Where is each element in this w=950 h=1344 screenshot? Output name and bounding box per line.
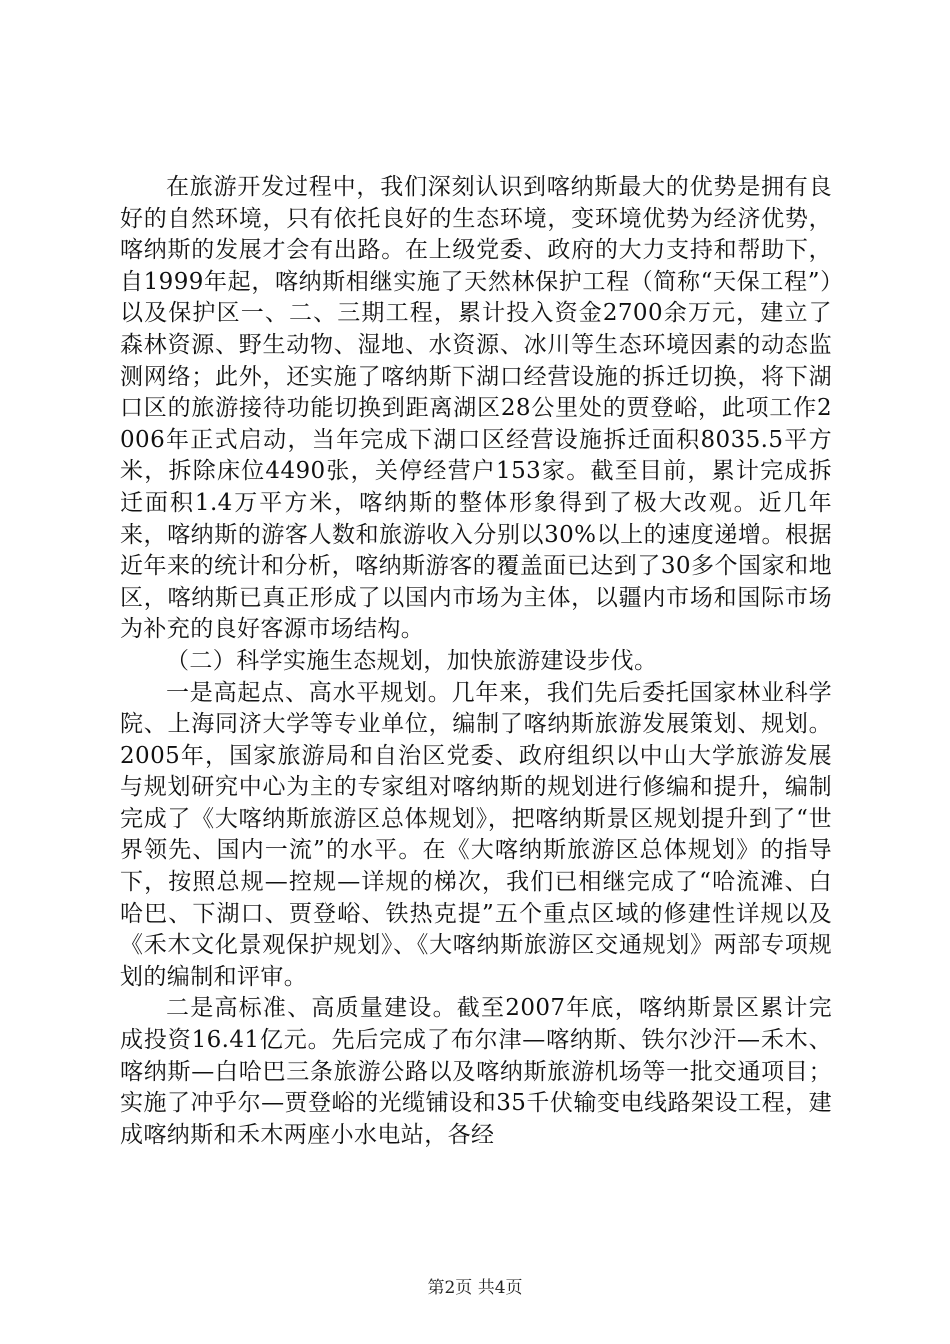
page-footer bbox=[0, 1273, 950, 1298]
page-number-label: 第2页 共4页 bbox=[427, 1278, 523, 1298]
section-heading-ecological-planning: （二）科学实施生态规划，加快旅游建设步伐。 bbox=[166, 647, 658, 674]
paragraph-ecology-environment: 在旅游开发过程中，我们深刻认识到喀纳斯最大的优势是拥有良好的自然环境，只有依托良好的生态环境，变环境优势为经济优势，喀纳斯的发展才会有出路。在上级党委、政府的大力支持和帮助下，自1999年起，喀纳斯相继实施了天然林保护工程（简称“天保工程”）以及保护区一、二、三期工程，累计投入资金2700余万元，建立了森林资源、野生动物、湿地、水资源、冰川等生态环境因素的动态监测网络；此外，还实施了喀纳斯下湖口经营设施的拆迁切换，将下湖口区的旅游接待功能切换到距离湖区28公里处的贾登峪，此项工作2006年正式启动，当年完成下湖口区经营设施拆迁面积8035.5平方米，拆除床位4490张，关停经营户153家。截至目前，累计完成拆迁面积1.4万平方米，喀纳斯的整体形象得到了极大改观。近几年来，喀纳斯的游客人数和旅游收入分别以30%以上的速度递增。根据近年来的统计和分析，喀纳斯游客的覆盖面已达到了30多个国家和地区，喀纳斯已真正形成了以国内市场为主体，以疆内市场和国际市场为补充的良好客源市场结构。 bbox=[120, 174, 832, 643]
document-body bbox=[120, 172, 832, 1151]
paragraph-high-standard-construction: 二是高标准、高质量建设。截至2007年底，喀纳斯景区累计完成投资16.41亿元。先后完成了布尔津—喀纳斯、铁尔沙汗—禾木、喀纳斯—白哈巴三条旅游公路以及喀纳斯旅游机场等一批交通项目；实施了冲乎尔—贾登峪的光缆铺设和35千伏输变电线路架设工程，建成喀纳斯和禾木两座小水电站，各经 bbox=[120, 995, 832, 1148]
paragraph-high-level-planning: 一是高起点、高水平规划。几年来，我们先后委托国家林业科学院、上海同济大学等专业单位，编制了喀纳斯旅游发展策划、规划。2005年，国家旅游局和自治区党委、政府组织以中山大学旅游发展与规划研究中心为主的专家组对喀纳斯的规划进行修编和提升，编制完成了《大喀纳斯旅游区总体规划》，把喀纳斯景区规划提升到了“世界领先、国内一流”的水平。在《大喀纳斯旅游区总体规划》的指导下，按照总规—控规—详规的梯次，我们已相继完成了“哈流滩、白哈巴、下湖口、贾登峪、铁热克提”五个重点区域的修建性详规以及《禾木文化景观保护规划》、《大喀纳斯旅游区交通规划》两部专项规划的编制和评审。 bbox=[120, 679, 832, 990]
